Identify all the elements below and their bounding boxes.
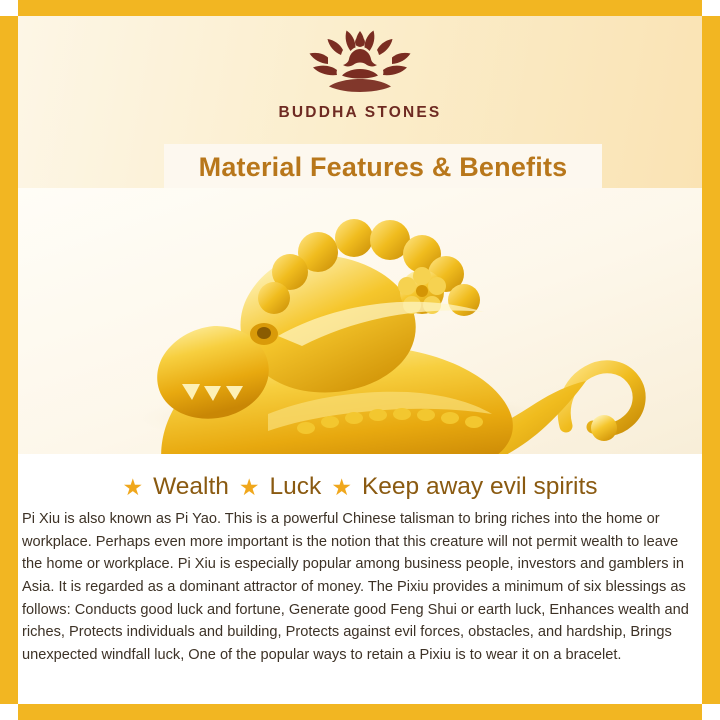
frame-corner-top-right xyxy=(702,0,720,16)
section-title-ribbon xyxy=(164,144,602,188)
product-image-section xyxy=(18,188,702,454)
frame-corner-bottom-left xyxy=(0,704,18,720)
frame-corner-bottom-right xyxy=(702,704,720,720)
frame-corner-top-left xyxy=(0,0,18,16)
benefit-item-evil-spirits: Keep away evil spirits xyxy=(361,473,598,500)
benefit-item-luck: Luck xyxy=(269,473,322,500)
benefit-item-wealth: Wealth xyxy=(153,473,229,500)
header-section xyxy=(18,16,702,188)
star-icon: ★ xyxy=(331,473,352,500)
frame-border-bottom xyxy=(0,704,720,720)
benefits-row xyxy=(18,466,702,508)
frame-border-left xyxy=(0,0,18,720)
star-icon: ★ xyxy=(238,473,260,500)
brand-logo xyxy=(18,28,702,122)
frame-border-right xyxy=(702,0,720,720)
lotus-meditation-icon xyxy=(285,28,435,100)
brand-name: BUDDHA STONES xyxy=(278,104,442,121)
page-title: Material Features & Benefits xyxy=(198,151,568,182)
gold-pixiu-pendant-image xyxy=(18,188,702,454)
description-paragraph: Pi Xiu is also known as Pi Yao. This is a powerful Chinese talisman to bring riches into the home or workplace. Perhaps even more important is the notion that this creature will not permit wealth to leave the home or workplace. Pi Xiu is especially popular among business people, investors and gamblers in Asia. It is regarded as a dominant attractor of money. The Pixiu provides a minimum of six blessings as follows: Conducts good luck and fortune, Generate good Feng Shui or earth luck, Enhances wealth and riches, Protects individuals and building, Protects against evil forces, obstacles, and hardship, Brings unexpected windfall luck, One of the popular ways to retain a Pixiu is to wear it on a bracelet. xyxy=(22,511,689,664)
frame-border-top xyxy=(0,0,720,16)
star-icon: ★ xyxy=(122,473,144,500)
